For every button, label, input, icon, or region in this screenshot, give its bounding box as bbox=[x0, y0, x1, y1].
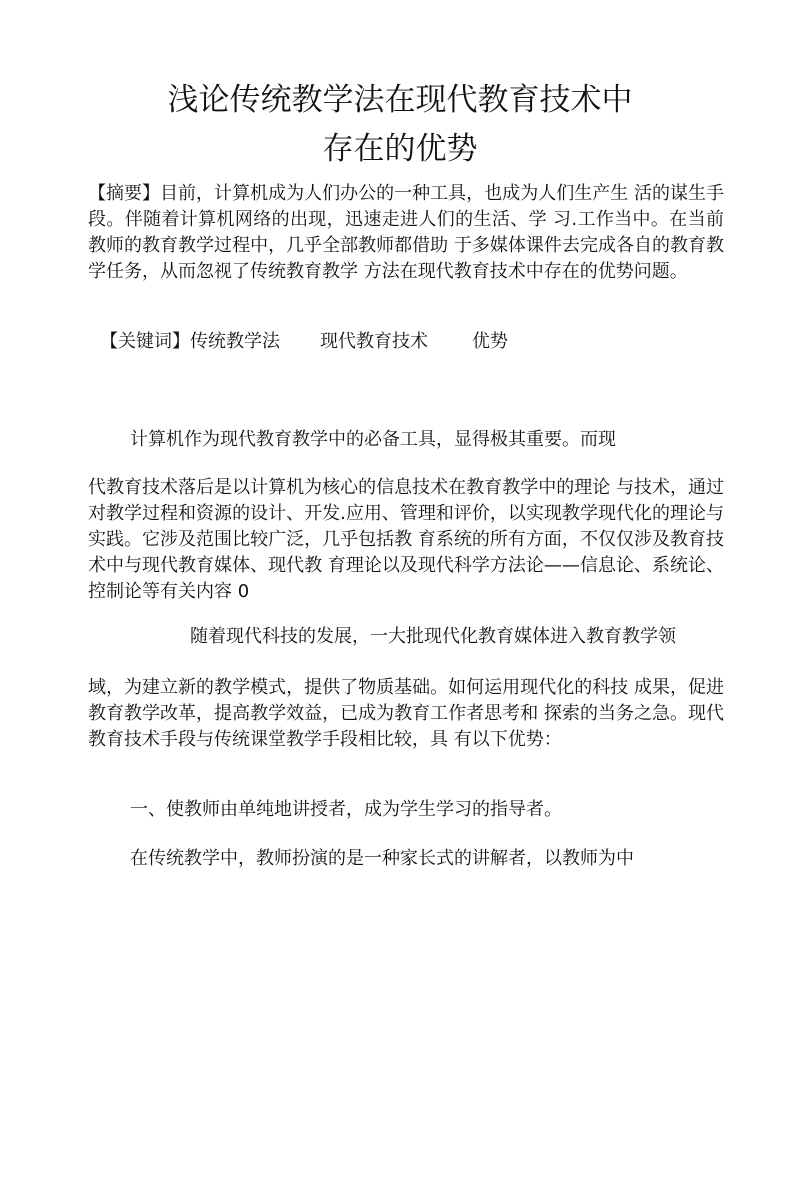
abstract-paragraph: 【摘要】目前，计算机成为人们办公的一种工具，也成为人们生产生 活的谋生手段。伴随着计算机网络的出现，迅速走进人们的生活、学 习.工作当中。在当前教师的教育教学过程中，几乎全部教师都借助 于多媒体课件去完成各自的教育教学任务，从而忽视了传统教育教学 方法在现代教育技术中存在的优势问题。 bbox=[88, 183, 724, 282]
body-paragraph-1: 代教育技术落后是以计算机为核心的信息技术在教育教学中的理论 与技术，通过对教学过程和资源的设计、开发.应用、管理和评价，以实现教学现代化的理论与实践。它涉及范围比较广泛，几乎包括教 育系统的所有方面，不仅仅涉及教育技术中与现代教育媒体、现代教 育理论以及现代科学方法论——信息论、系统论、控制论等有关内容 0 bbox=[88, 477, 724, 602]
keyword-item: 传统教学法 bbox=[190, 331, 280, 352]
section-heading-1: 一、使教师由单纯地讲授者，成为学生学习的指导者。 bbox=[130, 799, 562, 820]
keywords-label: 【关键词】 bbox=[100, 331, 190, 352]
keyword-item: 优势 bbox=[472, 331, 508, 352]
body-paragraph-2: 域，为建立新的教学模式，提供了物质基础。如何运用现代化的科技 成果，促进教育教学改革，提高教学效益，已成为教育工作者思考和 探索的当务之急。现代教育技术手段与传统课堂教学手段相比较，具 有以下优势： bbox=[88, 677, 724, 750]
body-paragraph-2-first-line: 随着现代科技的发展，一大批现代化教育媒体进入教育教学领 bbox=[190, 626, 676, 647]
document-title-line1: 浅论传统教学法在现代教育技术中 bbox=[167, 82, 633, 118]
document-title-line2: 存在的优势 bbox=[322, 131, 478, 167]
keyword-item: 现代教育技术 bbox=[320, 331, 428, 352]
body-paragraph-3-first-line: 在传统教学中，教师扮演的是一种家长式的讲解者，以教师为中 bbox=[130, 848, 634, 869]
keywords-line bbox=[100, 329, 720, 355]
body-paragraph-1-first-line: 计算机作为现代教育教学中的必备工具，显得极其重要。而现 bbox=[130, 429, 616, 450]
